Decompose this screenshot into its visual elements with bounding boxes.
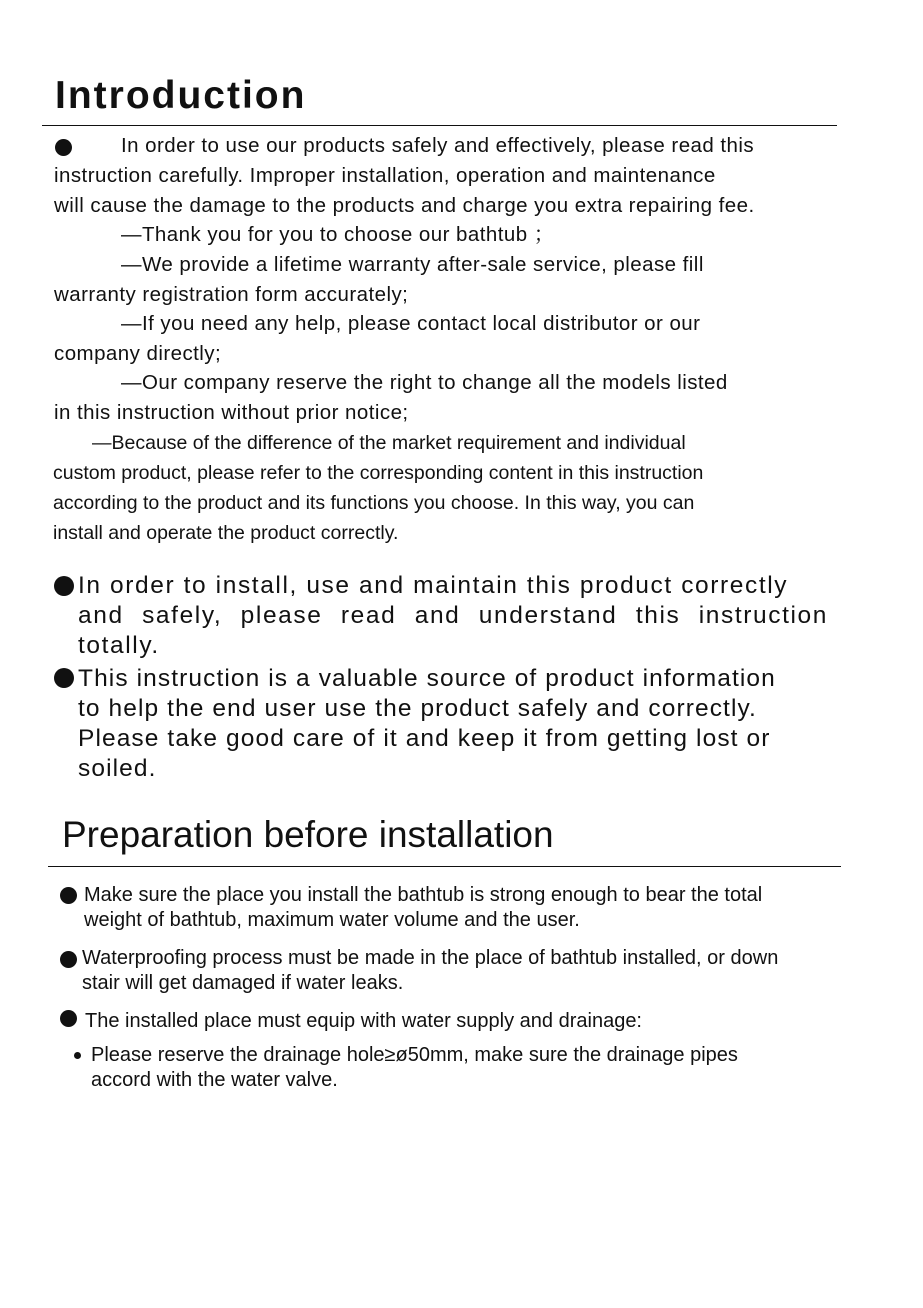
bullet-dot-icon bbox=[55, 139, 72, 156]
dash-item: —If you need any help, please contact local distributor or our bbox=[121, 312, 701, 335]
bullet-dot-icon bbox=[54, 668, 74, 688]
dash-item: company directly; bbox=[54, 342, 222, 365]
bullet-a-line: totally. bbox=[78, 632, 160, 659]
bullet-b-line: to help the end user use the product safely and correctly. bbox=[78, 695, 757, 722]
intro-para-line: instruction carefully. Improper installation, operation and maintenance bbox=[54, 164, 716, 187]
prep-item-line: Waterproofing process must be made in the place of bathtub installed, or down bbox=[82, 947, 779, 969]
bullet-dot-icon bbox=[60, 1010, 77, 1027]
difference-line: —Because of the difference of the market requirement and individual bbox=[92, 432, 686, 454]
bullet-dot-icon bbox=[60, 887, 77, 904]
dash-item: —Thank you for you to choose our bathtub ； bbox=[121, 223, 555, 246]
prep-item-line: stair will get damaged if water leaks. bbox=[82, 972, 404, 994]
prep-item-line: weight of bathtub, maximum water volume and the user. bbox=[84, 909, 580, 931]
prep-sub-item-line: accord with the water valve. bbox=[91, 1069, 338, 1091]
prep-item-line: Make sure the place you install the bathtub is strong enough to bear the total bbox=[84, 884, 763, 906]
bullet-dot-icon bbox=[60, 951, 77, 968]
difference-line: custom product, please refer to the corresponding content in this instruction bbox=[53, 462, 704, 484]
introduction-divider bbox=[42, 125, 837, 126]
bullet-b-line: Please take good care of it and keep it from getting lost or bbox=[78, 725, 771, 752]
prep-item-line: The installed place must equip with water supply and drainage: bbox=[85, 1010, 642, 1032]
bullet-dot-icon bbox=[54, 576, 74, 596]
intro-para-line: In order to use our products safely and effectively, please read this bbox=[121, 134, 755, 157]
bullet-b-line: soiled. bbox=[78, 755, 157, 782]
dash-item: warranty registration form accurately; bbox=[54, 283, 409, 306]
small-bullet-icon bbox=[74, 1052, 81, 1059]
difference-line: according to the product and its functions you choose. In this way, you can bbox=[53, 492, 695, 514]
bullet-b-line: This instruction is a valuable source of product information bbox=[78, 665, 776, 692]
dash-item: —Our company reserve the right to change all the models listed bbox=[121, 371, 728, 394]
intro-para-line: will cause the damage to the products and charge you extra repairing fee. bbox=[54, 194, 755, 217]
preparation-divider bbox=[48, 866, 841, 867]
introduction-heading: Introduction bbox=[55, 74, 307, 117]
prep-sub-item-line: Please reserve the drainage hole≥ø50mm, make sure the drainage pipes bbox=[91, 1044, 738, 1066]
bullet-a-line: In order to install, use and maintain this product correctly bbox=[78, 572, 789, 599]
bullet-a-line: and safely, please read and understand this instruction bbox=[78, 602, 829, 629]
difference-line: install and operate the product correctly. bbox=[53, 522, 399, 544]
dash-item: in this instruction without prior notice; bbox=[54, 401, 409, 424]
dash-item: —We provide a lifetime warranty after-sale service, please fill bbox=[121, 253, 704, 276]
preparation-heading: Preparation before installation bbox=[62, 814, 554, 855]
